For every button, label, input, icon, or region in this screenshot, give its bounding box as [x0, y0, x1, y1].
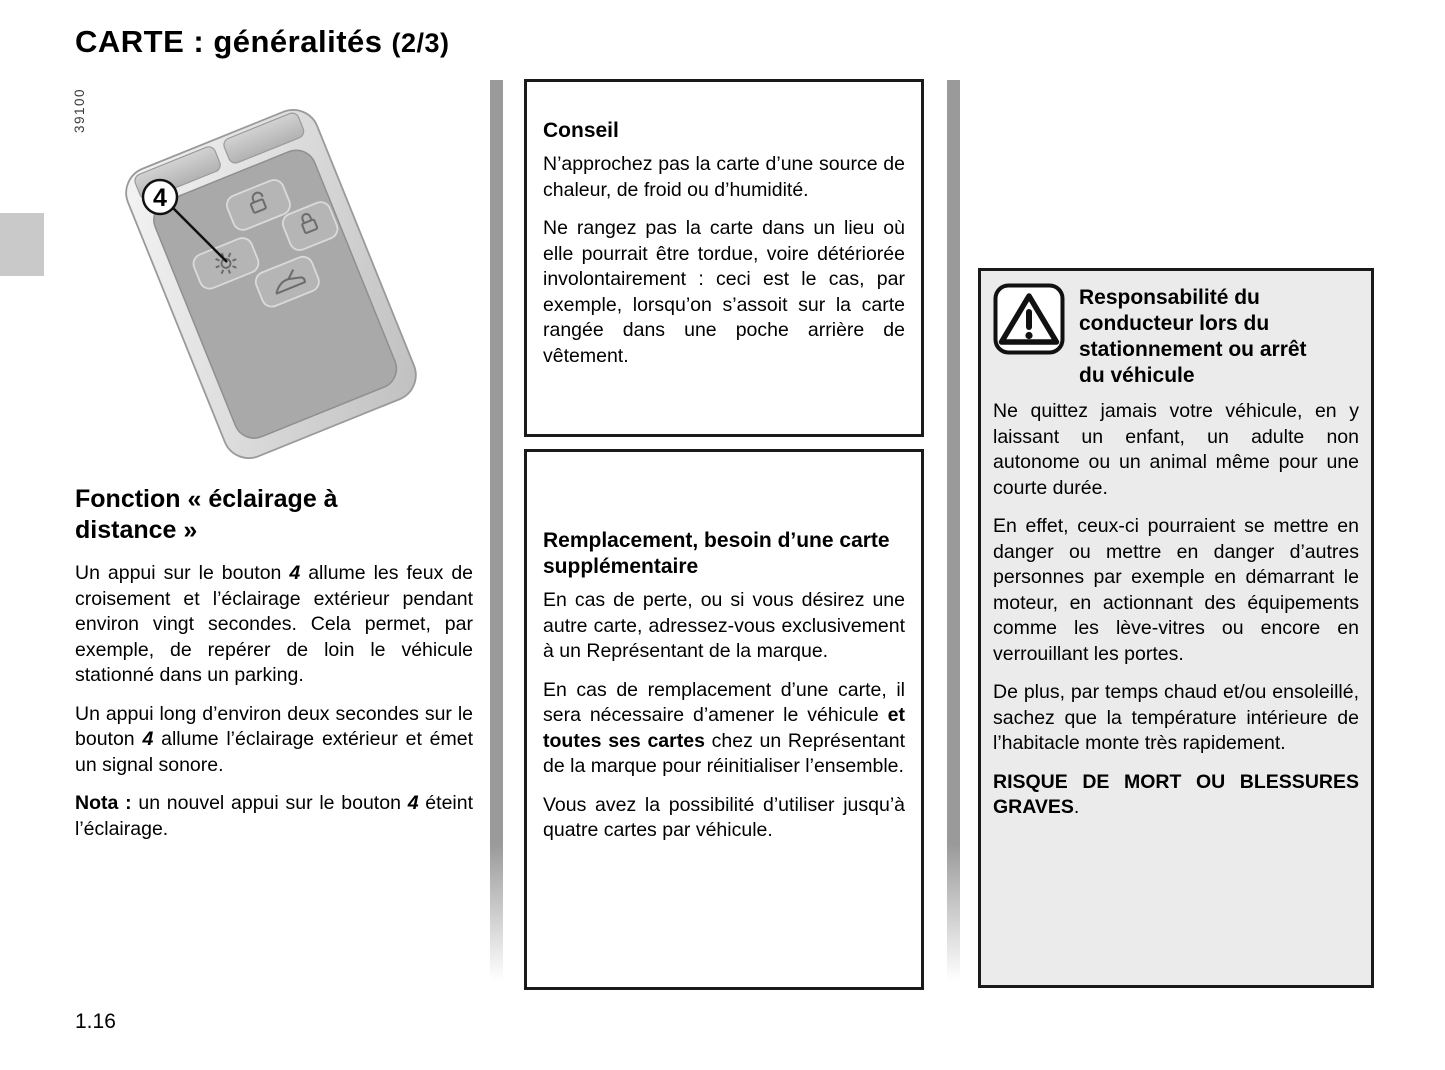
warning-box: [978, 268, 1374, 988]
paragraph-long-press: Un appui long d’environ deux secondes sur le bouton 4 allume l’éclairage extérieur et émet un signal sonore.: [75, 702, 474, 776]
section-heading: Fonction « éclairage à distance »: [75, 485, 338, 544]
page-number: 1.16: [75, 1010, 116, 1033]
column-divider-left: [490, 80, 503, 990]
replacement-box-title: Remplacement, besoin d’une carte supplémentaire: [543, 529, 890, 578]
nota-label: Nota :: [75, 792, 132, 814]
warning-icon: [993, 283, 1065, 360]
replacement-box: [524, 449, 924, 990]
column-divider-right: [947, 80, 960, 990]
callout-number: 4: [153, 184, 167, 212]
keycard-drawing: [60, 85, 480, 485]
button-4-reference: 4: [142, 728, 154, 750]
replacement-paragraph-2: En cas de remplacement d’une carte, il sera nécessaire d’amener le véhicule et toutes ses cartes chez un Représentant de la marque pour réinitialiser l’ensemble.: [543, 678, 905, 777]
advice-paragraph-1: N’approchez pas la carte d’une source de chaleur, de froid ou d’humidité.: [543, 153, 905, 201]
page-title-main: CARTE : généralités: [75, 24, 383, 59]
all-cards-emphasis: et toutes ses cartes: [543, 704, 905, 752]
illustration-id: 39100: [72, 88, 87, 134]
button-4-reference: 4: [407, 792, 419, 814]
warning-paragraph-2: En effet, ceux-ci pourraient se mettre en danger ou mettre en danger d’autres personnes par exemple en démarrant le moteur, en actionnant des équipements comme les lève-vitres ou encore en verrouillant les portes.: [993, 515, 1359, 665]
replacement-paragraph-1: En cas de perte, ou si vous désirez une autre carte, adressez-vous exclusivement à un Représentant de la marque.: [543, 589, 905, 662]
chapter-side-tab: [0, 213, 44, 276]
risk-statement: RISQUE DE MORT OU BLESSURES GRAVES.: [993, 770, 1359, 818]
warning-header: [993, 283, 1359, 389]
warning-paragraph-3: De plus, par temps chaud et/ou ensoleillé, sachez que la température intérieure de l’habitacle monte très rapidement.: [993, 681, 1359, 754]
replacement-paragraph-3: Vous avez la possibilité d’utiliser jusqu’à quatre cartes par véhicule.: [543, 793, 905, 841]
paragraph-nota: Nota : un nouvel appui sur le bouton 4 éteint l’éclairage.: [75, 792, 474, 840]
remote-lighting-section: [75, 484, 473, 842]
keycard-illustration: [60, 85, 480, 485]
advice-box-title: Conseil: [543, 119, 619, 142]
page-title: [75, 24, 450, 60]
warning-paragraph-1: Ne quittez jamais votre véhicule, en y laissant un enfant, un adulte non autonome ou un animal même pour une courte durée.: [993, 400, 1359, 499]
warning-triangle-icon: [993, 283, 1065, 355]
page-title-suffix: (2/3): [391, 28, 450, 58]
button-4-reference: 4: [289, 562, 301, 584]
advice-box: [524, 79, 924, 437]
advice-paragraph-2: Ne rangez pas la carte dans un lieu où elle pourrait être tordue, voire détériorée involontairement : ceci est le cas, par exemple, lorsqu’on s’assoit sur la carte rangée dans une poche arrière de vêtement.: [543, 217, 905, 367]
paragraph-short-press: Un appui sur le bouton 4 allume les feux de croisement et l’éclairage extérieur pendant environ vingt secondes. Cela permet, par exemple, de repérer de loin le véhicule stationné dans un parking.: [75, 562, 474, 686]
keycard-body: [118, 102, 423, 466]
warning-title: Responsabilité du conducteur lors du stationnement ou arrêt du véhicule: [1079, 286, 1307, 387]
